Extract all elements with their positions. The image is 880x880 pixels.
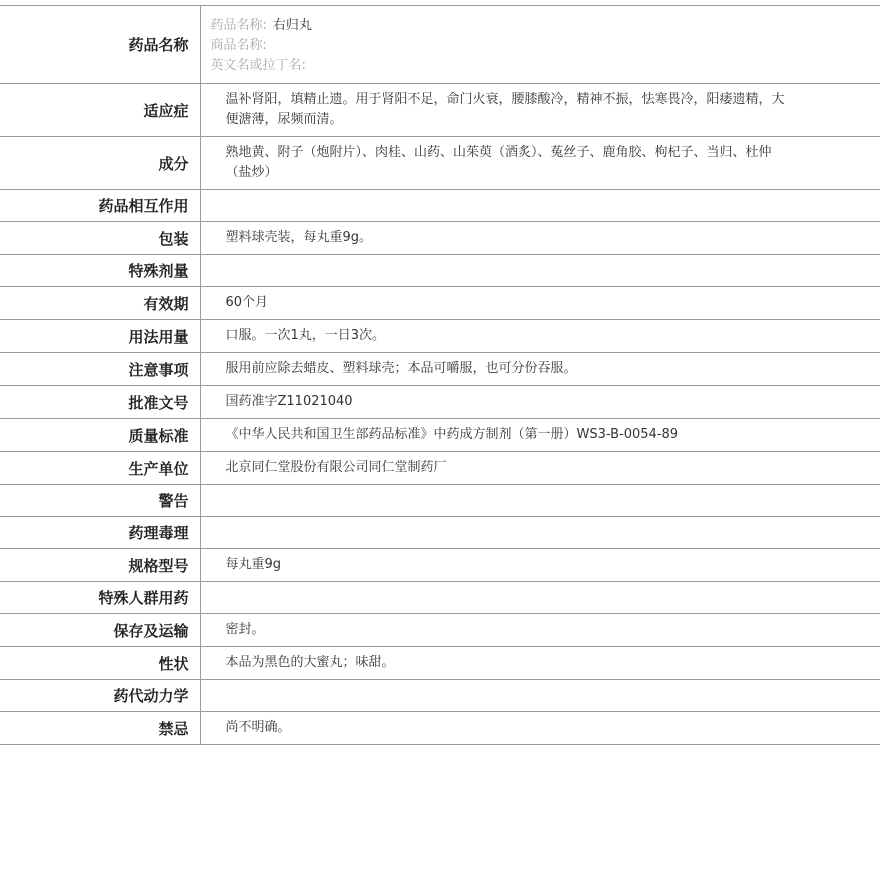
manufacturer-row xyxy=(0,452,880,485)
english-name-line xyxy=(211,56,871,76)
appearance-header: 性状 xyxy=(0,647,200,680)
storage-transport-header: 保存及运输 xyxy=(0,614,200,647)
storage-transport-row xyxy=(0,614,880,647)
generic-name-label: 药品名称: xyxy=(210,18,267,33)
manufacturer-header: 生产单位 xyxy=(0,452,200,485)
appearance-row xyxy=(0,647,880,680)
trade-name-line xyxy=(211,36,871,56)
packaging-row xyxy=(0,222,880,255)
contraindications-header: 禁忌 xyxy=(0,712,200,745)
pharmacokinetics-row xyxy=(0,680,880,712)
indications-value: 温补肾阳，填精止遗。用于肾阳不足，命门火衰，腰膝酸冷，精神不振，怯寒畏冷，阳痿遗精，大便溏薄，尿频而清。 xyxy=(225,92,785,127)
warning-row xyxy=(0,485,880,517)
drug-interactions-value xyxy=(200,190,880,222)
indications-header: 适应症 xyxy=(0,84,200,137)
approval-number-header: 批准文号 xyxy=(0,386,200,419)
quality-standard-header: 质量标准 xyxy=(0,419,200,452)
dosage-usage-header: 用法用量 xyxy=(0,320,200,353)
ingredients-header: 成分 xyxy=(0,137,200,190)
contraindications-row xyxy=(0,712,880,745)
shelf-life-header: 有效期 xyxy=(0,287,200,320)
pharmacology-toxicology-value xyxy=(200,517,880,549)
specification-value: 每丸重9g xyxy=(225,557,282,572)
special-dosage-header: 特殊剂量 xyxy=(0,255,200,287)
special-dosage-value xyxy=(200,255,880,287)
pharmacokinetics-header: 药代动力学 xyxy=(0,680,200,712)
trade-name-label: 商品名称: xyxy=(210,38,267,53)
approval-number-value: 国药准字Z11021040 xyxy=(225,394,353,409)
special-dosage-row xyxy=(0,255,880,287)
shelf-life-value: 60个月 xyxy=(225,295,269,310)
precautions-value: 服用前应除去蜡皮、塑料球壳；本品可嚼服，也可分份吞服。 xyxy=(225,361,577,376)
drug-name-cell xyxy=(200,6,880,84)
specification-header: 规格型号 xyxy=(0,549,200,582)
drug-interactions-row xyxy=(0,190,880,222)
pharmacology-toxicology-header: 药理毒理 xyxy=(0,517,200,549)
quality-standard-row xyxy=(0,419,880,452)
dosage-usage-row xyxy=(0,320,880,353)
ingredients-row xyxy=(0,137,880,190)
pharmacology-toxicology-row xyxy=(0,517,880,549)
quality-standard-value: 《中华人民共和国卫生部药品标准》中药成方制剂（第一册）WS3-B-0054-89 xyxy=(225,427,679,442)
packaging-value: 塑料球壳装，每丸重9g。 xyxy=(225,230,373,245)
drug-name-row xyxy=(0,6,880,84)
manufacturer-value: 北京同仁堂股份有限公司同仁堂制药厂 xyxy=(225,460,447,475)
indications-row xyxy=(0,84,880,137)
special-populations-value xyxy=(200,582,880,614)
dosage-usage-value: 口服。一次1丸，一日3次。 xyxy=(225,328,386,343)
appearance-value: 本品为黑色的大蜜丸；味甜。 xyxy=(225,655,395,670)
drug-interactions-header: 药品相互作用 xyxy=(0,190,200,222)
specification-row xyxy=(0,549,880,582)
warning-value xyxy=(200,485,880,517)
pharmacokinetics-value xyxy=(200,680,880,712)
precautions-header: 注意事项 xyxy=(0,353,200,386)
shelf-life-row xyxy=(0,287,880,320)
english-name-label: 英文名或拉丁名: xyxy=(210,58,306,73)
drug-info-table xyxy=(0,5,880,745)
precautions-row xyxy=(0,353,880,386)
approval-number-row xyxy=(0,386,880,419)
drug-name-header: 药品名称 xyxy=(0,6,200,84)
packaging-header: 包装 xyxy=(0,222,200,255)
storage-transport-value: 密封。 xyxy=(225,622,265,637)
generic-name-line xyxy=(211,16,871,36)
special-populations-header: 特殊人群用药 xyxy=(0,582,200,614)
contraindications-value: 尚不明确。 xyxy=(225,720,291,735)
warning-header: 警告 xyxy=(0,485,200,517)
ingredients-value: 熟地黄、附子（炮附片）、肉桂、山药、山茱萸（酒炙）、菟丝子、鹿角胶、枸杞子、当归、杜仲（盐炒） xyxy=(225,145,772,180)
special-populations-row xyxy=(0,582,880,614)
generic-name-value: 右归丸 xyxy=(272,18,312,33)
